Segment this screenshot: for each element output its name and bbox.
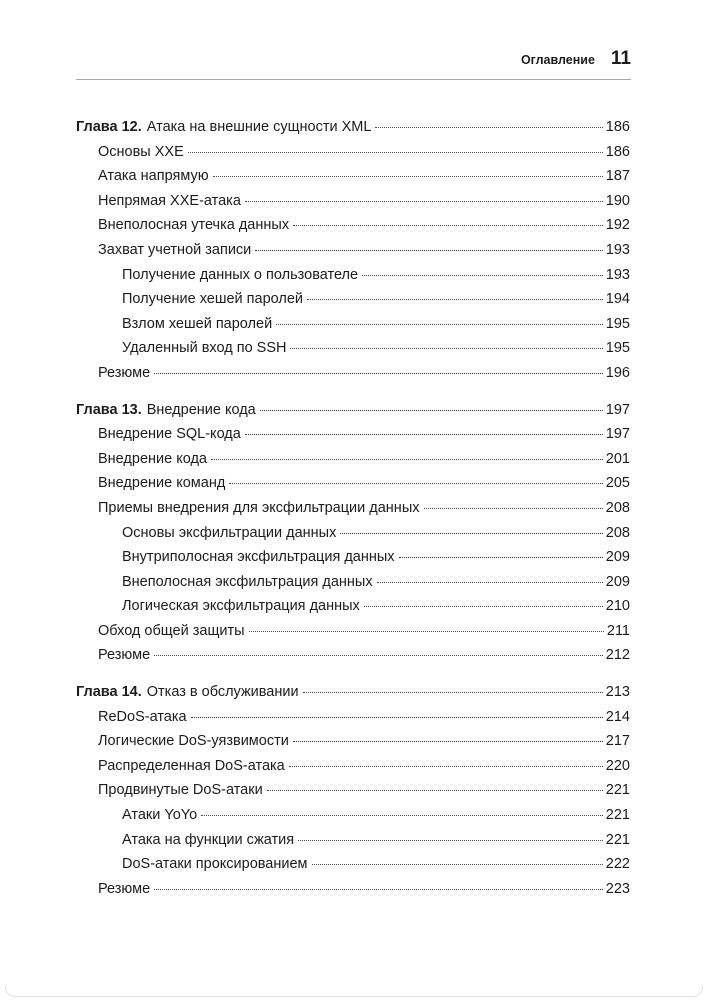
toc-entry-title: Захват учетной записи	[98, 241, 252, 258]
dot-leader	[362, 275, 603, 276]
dot-leader	[154, 889, 603, 890]
toc-entry	[76, 828, 630, 853]
toc-entry-page-number: 208	[605, 524, 630, 541]
toc-entry-page-number: 213	[605, 684, 630, 701]
toc-entry-page-number: 209	[605, 549, 630, 566]
toc-entry-page-number: 196	[605, 364, 630, 381]
dot-leader	[245, 434, 603, 435]
toc-entry-page-number: 201	[605, 450, 630, 467]
toc-entry-page-number: 221	[605, 782, 630, 799]
toc-entry	[76, 213, 630, 238]
toc-entry	[76, 705, 630, 730]
toc-entry-title: Внеполосная эксфильтрация данных	[122, 573, 373, 590]
running-head-page-number: 11	[610, 48, 631, 69]
toc-entry	[76, 312, 630, 337]
toc-entry	[76, 238, 630, 263]
dot-leader	[191, 717, 603, 718]
toc-entry-chapter-prefix: Глава 12.	[76, 119, 142, 135]
toc-entry-page-number: 217	[605, 733, 630, 750]
dot-leader	[260, 410, 603, 411]
toc-entry	[76, 336, 630, 361]
toc-entry-title: Основы XXE	[98, 143, 184, 160]
toc-entry	[76, 521, 630, 546]
toc-entry	[76, 570, 630, 595]
dot-leader	[245, 201, 603, 202]
toc-entry-page-number: 195	[605, 340, 630, 357]
toc-entry	[76, 545, 630, 570]
toc-entry-title: Получение хешей паролей	[122, 291, 304, 308]
toc-entry-title: Внедрение команд	[98, 475, 226, 492]
toc-entry-page-number: 187	[605, 168, 630, 185]
toc-entry-title: Продвинутые DoS-атаки	[98, 782, 263, 799]
toc-entry-page-number: 194	[605, 291, 630, 308]
toc-entry-title: Обход общей защиты	[98, 622, 245, 639]
dot-leader	[377, 582, 603, 583]
toc-entry-page-number: 193	[605, 241, 630, 258]
toc-entry	[76, 877, 630, 902]
dot-leader	[312, 864, 603, 865]
dot-leader	[201, 815, 603, 816]
toc-entry-page-number: 210	[605, 598, 630, 615]
dot-leader	[154, 373, 603, 374]
toc-entry-page-number: 186	[605, 119, 630, 135]
running-head-title: Оглавление	[520, 53, 595, 67]
toc-entry-title: Внедрение кода	[98, 450, 207, 467]
toc-entry	[76, 263, 630, 288]
toc-entry-title: Резюме	[98, 647, 151, 664]
toc-entry	[76, 287, 630, 312]
dot-leader	[303, 692, 603, 693]
toc-entry-title: Логические DoS-уязвимости	[98, 733, 289, 750]
toc-entry	[76, 422, 630, 447]
toc-entry-page-number: 211	[606, 622, 630, 639]
toc-entry-title: Распределенная DoS-атака	[98, 757, 285, 774]
toc-entry	[76, 140, 630, 165]
toc-entry-page-number: 221	[605, 807, 630, 824]
dot-leader	[213, 176, 603, 177]
toc-entry-title: Внедрение SQL-кода	[98, 426, 241, 443]
toc-entry	[76, 164, 630, 189]
header-rule	[76, 79, 631, 80]
dot-leader	[188, 152, 603, 153]
toc-entry-title: Внутриполосная эксфильтрация данных	[122, 549, 395, 566]
toc-entry-page-number: 214	[605, 708, 630, 725]
toc-entry	[76, 594, 630, 619]
toc-entry-page-number: 195	[605, 315, 630, 332]
dot-leader	[211, 459, 603, 460]
dot-leader	[289, 766, 603, 767]
toc-entry-chapter-prefix: Глава 13.	[76, 401, 142, 418]
toc-entry-chapter-prefix: Глава 14.	[76, 684, 142, 701]
toc-entry-title: Атака на внешние сущности XML	[146, 119, 372, 135]
toc-entry	[76, 619, 630, 644]
toc-entry-title: Внедрение кода	[146, 401, 256, 418]
toc-entry	[76, 778, 630, 803]
toc-entry	[76, 496, 630, 521]
toc-entry-title: Резюме	[98, 364, 151, 381]
dot-leader	[255, 250, 603, 251]
toc-entry-title: Отказ в обслуживании	[146, 684, 299, 701]
toc-entry-title: ReDoS-атака	[98, 708, 187, 725]
toc-entry-page-number: 223	[605, 880, 630, 897]
dot-leader	[375, 127, 602, 128]
toc-entry-title: Атаки YoYo	[122, 807, 198, 824]
running-head	[76, 48, 631, 70]
toc-entry	[76, 754, 630, 779]
toc-list	[76, 103, 630, 901]
dot-leader	[154, 655, 603, 656]
toc-entry-title: Резюме	[98, 880, 151, 897]
toc-entry-page-number: 212	[605, 647, 630, 664]
toc-entry-title: Получение данных о пользователе	[122, 266, 359, 283]
dot-leader	[364, 606, 603, 607]
toc-entry-page-number: 192	[605, 217, 630, 234]
toc-entry-page-number: 220	[605, 757, 630, 774]
toc-entry	[76, 189, 630, 214]
toc-entry-page-number: 209	[605, 573, 630, 590]
toc-entry	[76, 398, 630, 423]
toc-entry-title: Внеполосная утечка данных	[98, 217, 290, 234]
toc-entry	[76, 680, 630, 705]
page-edge-shadow	[5, 986, 703, 997]
dot-leader	[298, 840, 603, 841]
toc-entry	[76, 852, 630, 877]
toc-entry	[76, 361, 630, 386]
dot-leader	[293, 225, 603, 226]
toc-entry-page-number: 208	[605, 499, 630, 516]
dot-leader	[293, 741, 603, 742]
toc-entry	[76, 803, 630, 828]
toc-entry-page-number: 193	[605, 266, 630, 283]
dot-leader	[267, 790, 603, 791]
toc-entry-page-number: 197	[605, 401, 630, 418]
toc-entry-page-number: 190	[605, 192, 630, 209]
dot-leader	[290, 348, 602, 349]
toc-entry-title: Логическая эксфильтрация данных	[122, 598, 360, 615]
toc-entry-title: Атака на функции сжатия	[122, 831, 295, 848]
toc-entry-page-number: 205	[605, 475, 630, 492]
toc-entry-title: Взлом хешей паролей	[122, 315, 273, 332]
dot-leader	[249, 631, 604, 632]
toc-entry-title: DoS-атаки проксированием	[122, 856, 308, 873]
toc-entry-page-number: 197	[605, 426, 630, 443]
toc-entry	[76, 729, 630, 754]
toc-entry	[76, 471, 630, 496]
toc-entry-title: Непрямая XXE-атака	[98, 192, 241, 209]
toc-entry	[76, 115, 630, 140]
dot-leader	[307, 299, 603, 300]
toc-entry-page-number: 221	[605, 831, 630, 848]
dot-leader	[424, 508, 603, 509]
toc-entry-page-number: 186	[605, 143, 630, 160]
toc-entry-title: Основы эксфильтрации данных	[122, 524, 337, 541]
dot-leader	[229, 483, 603, 484]
toc-entry	[76, 643, 630, 668]
toc-entry	[76, 447, 630, 472]
toc-entry-title: Удаленный вход по SSH	[122, 340, 287, 357]
dot-leader	[340, 533, 602, 534]
toc-entry-page-number: 222	[605, 856, 630, 873]
dot-leader	[399, 557, 603, 558]
dot-leader	[276, 324, 603, 325]
toc-entry-title: Приемы внедрения для эксфильтрации данных	[98, 499, 420, 516]
toc-entry-title: Атака напрямую	[98, 168, 209, 185]
